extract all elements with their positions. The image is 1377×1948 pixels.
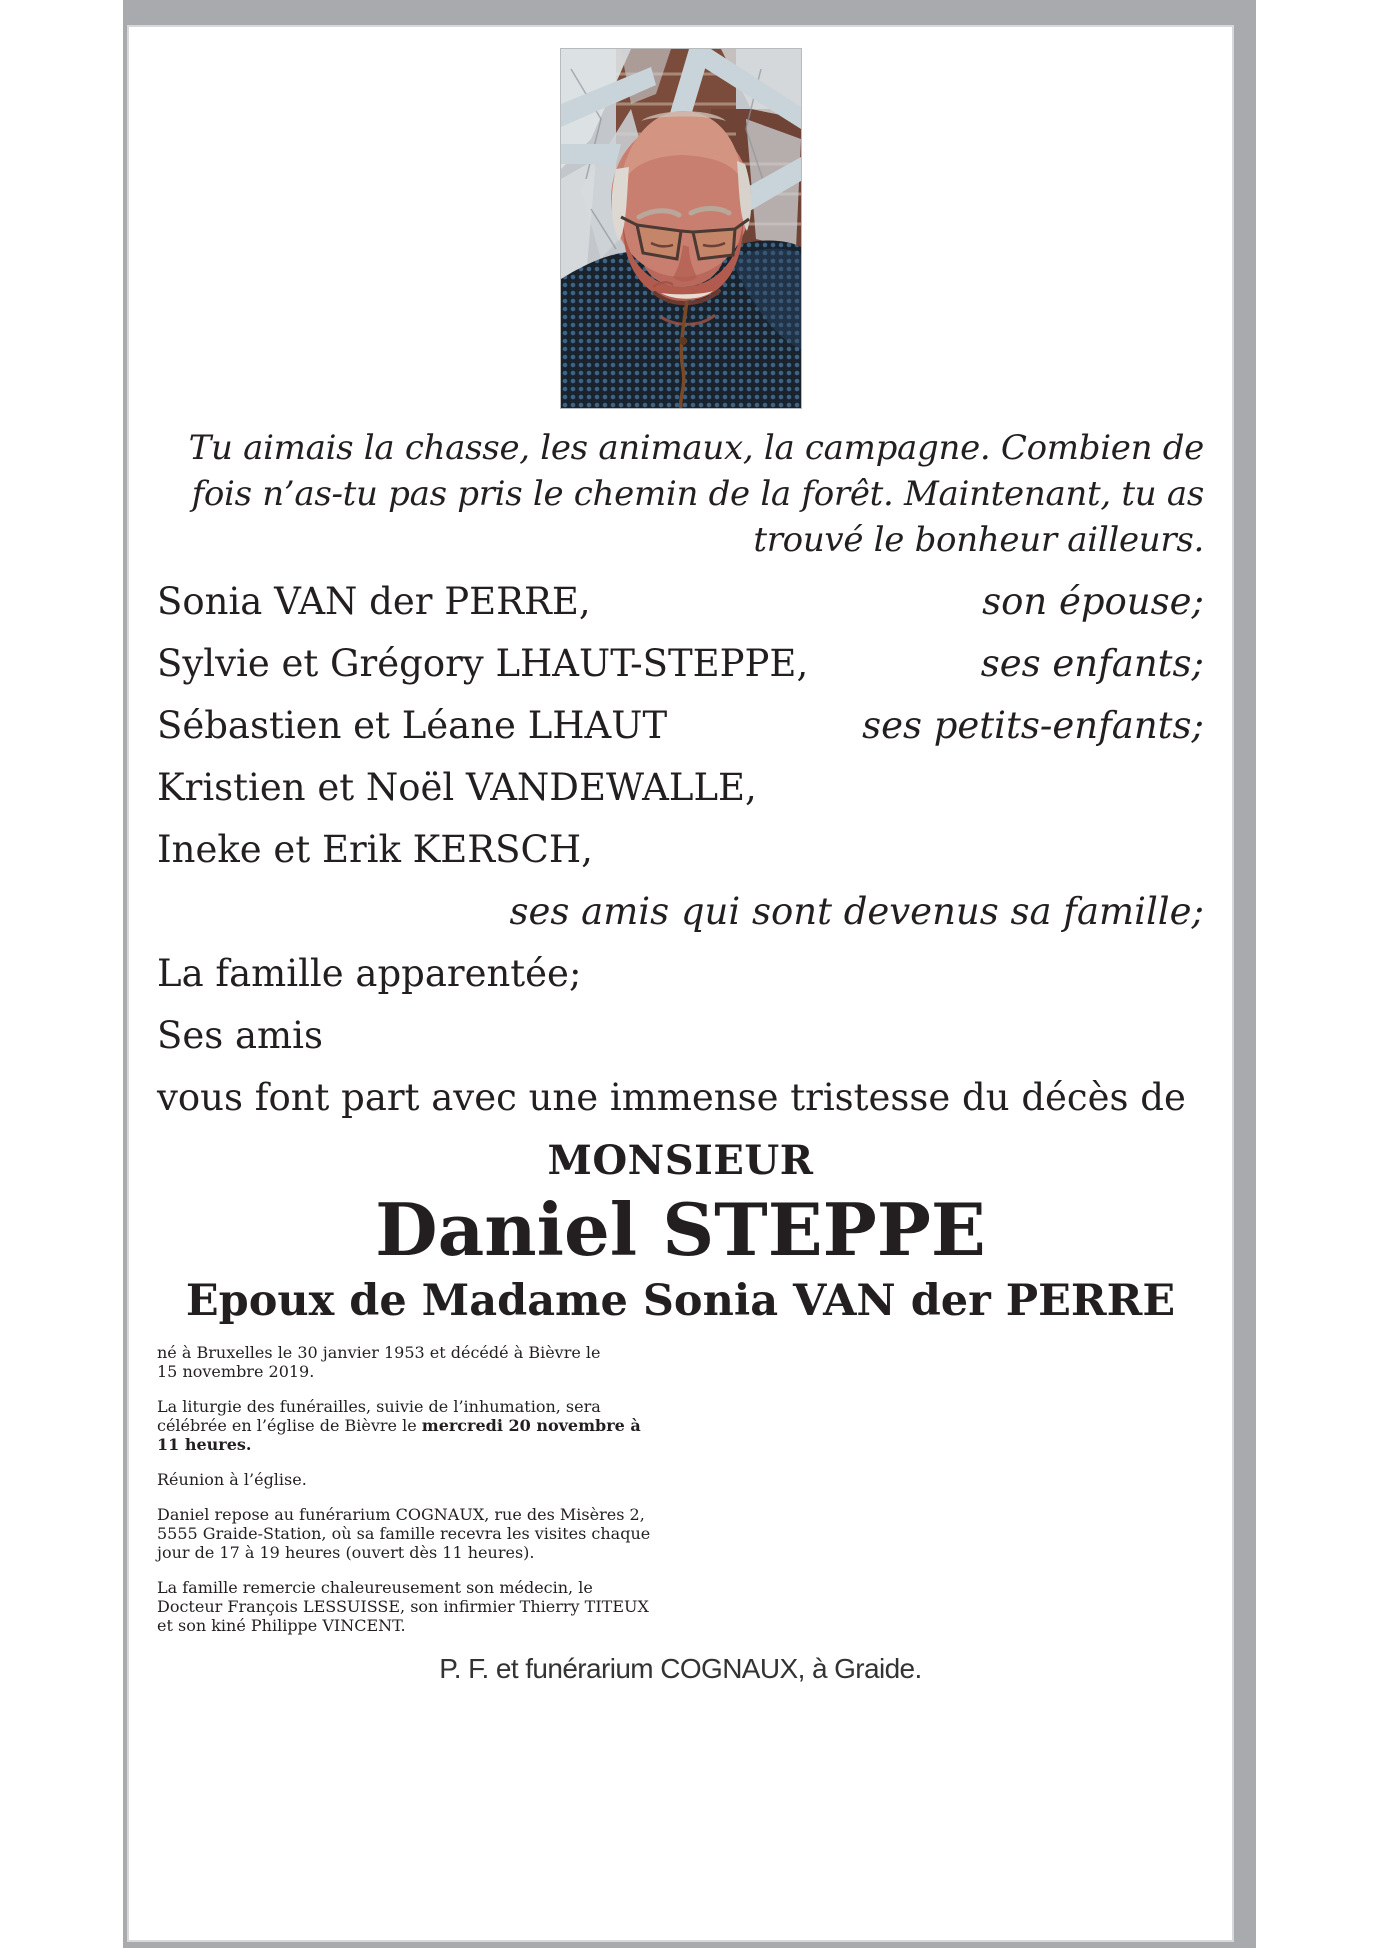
civility-title: MONSIEUR [547,1137,814,1184]
epitaph-line: fois n’as-tu pas pris le chemin de la forêt. Maintenant, tu as [191,474,1204,514]
mourner-name: Sylvie et Grégory LHAUT-STEPPE, [157,642,809,685]
friends-relation-line: ses amis qui sont devenus sa famille; [509,890,1204,933]
mourner-row [157,633,1204,695]
thanks-line: Docteur François LESSUISSE, son infirmier Thierry TITEUX [157,1597,649,1616]
scan-backdrop [123,0,1256,1948]
epitaph-line: trouvé le bonheur ailleurs. [753,520,1204,560]
reunion-line: Réunion à l’église. [157,1470,307,1489]
mourner-row [157,571,1204,633]
spouse-subtitle: Epoux de Madame Sonia VAN der PERRE [185,1276,1176,1326]
mourner-name: Ineke et Erik KERSCH, [157,828,593,871]
mourner-name: Sonia VAN der PERRE, [157,580,591,623]
deceased-name: Daniel STEPPE [375,1187,986,1272]
mourners-list [157,571,1204,1129]
extended-family-line: La famille apparentée; [157,952,582,995]
repose-line: jour de 17 à 19 heures (ouvert dès 11 heures). [157,1543,535,1562]
liturgy-line: La liturgie des funérailles, suivie de l’inhumation, sera [157,1397,601,1416]
thanks-line: et son kiné Philippe VINCENT. [157,1616,406,1635]
friends-line: Ses amis [157,1014,323,1057]
liturgy-line-bold: mercredi 20 novembre à [421,1416,641,1435]
announcement-line: vous font part avec une immense tristesse du décès de [157,1076,1186,1119]
liturgy-line [157,1416,1204,1435]
mourner-relation: son épouse; [982,580,1204,623]
portrait-illustration [561,49,801,408]
liturgy-line-bold: 11 heures. [157,1435,252,1454]
repose-line: 5555 Graide-Station, où sa famille recevra les visites chaque [157,1524,651,1543]
epitaph [157,425,1204,563]
birth-death-line: 15 novembre 2019. [157,1362,315,1381]
mourner-row [157,757,1204,819]
funeral-home-footer: P. F. et funérarium COGNAUX, à Graide. [439,1653,922,1684]
memorial-card [127,25,1234,1942]
liturgy-line-regular: célébrée en l’église de Bièvre le [157,1416,422,1435]
epitaph-line: Tu aimais la chasse, les animaux, la campagne. Combien de [188,428,1204,468]
mourner-relation: ses enfants; [980,642,1204,685]
thanks-line: La famille remercie chaleureusement son médecin, le [157,1578,593,1597]
portrait-photo [560,48,802,409]
mourner-name: Sébastien et Léane LHAUT [157,704,668,747]
mourner-relation: ses petits-enfants; [862,704,1204,747]
birth-death-line: né à Bruxelles le 30 janvier 1953 et décédé à Bièvre le [157,1343,601,1362]
mourner-name: Kristien et Noël VANDEWALLE, [157,766,757,809]
repose-line: Daniel repose au funérarium COGNAUX, rue des Misères 2, [157,1505,645,1524]
mourner-row [157,819,1204,881]
mourner-row [157,695,1204,757]
